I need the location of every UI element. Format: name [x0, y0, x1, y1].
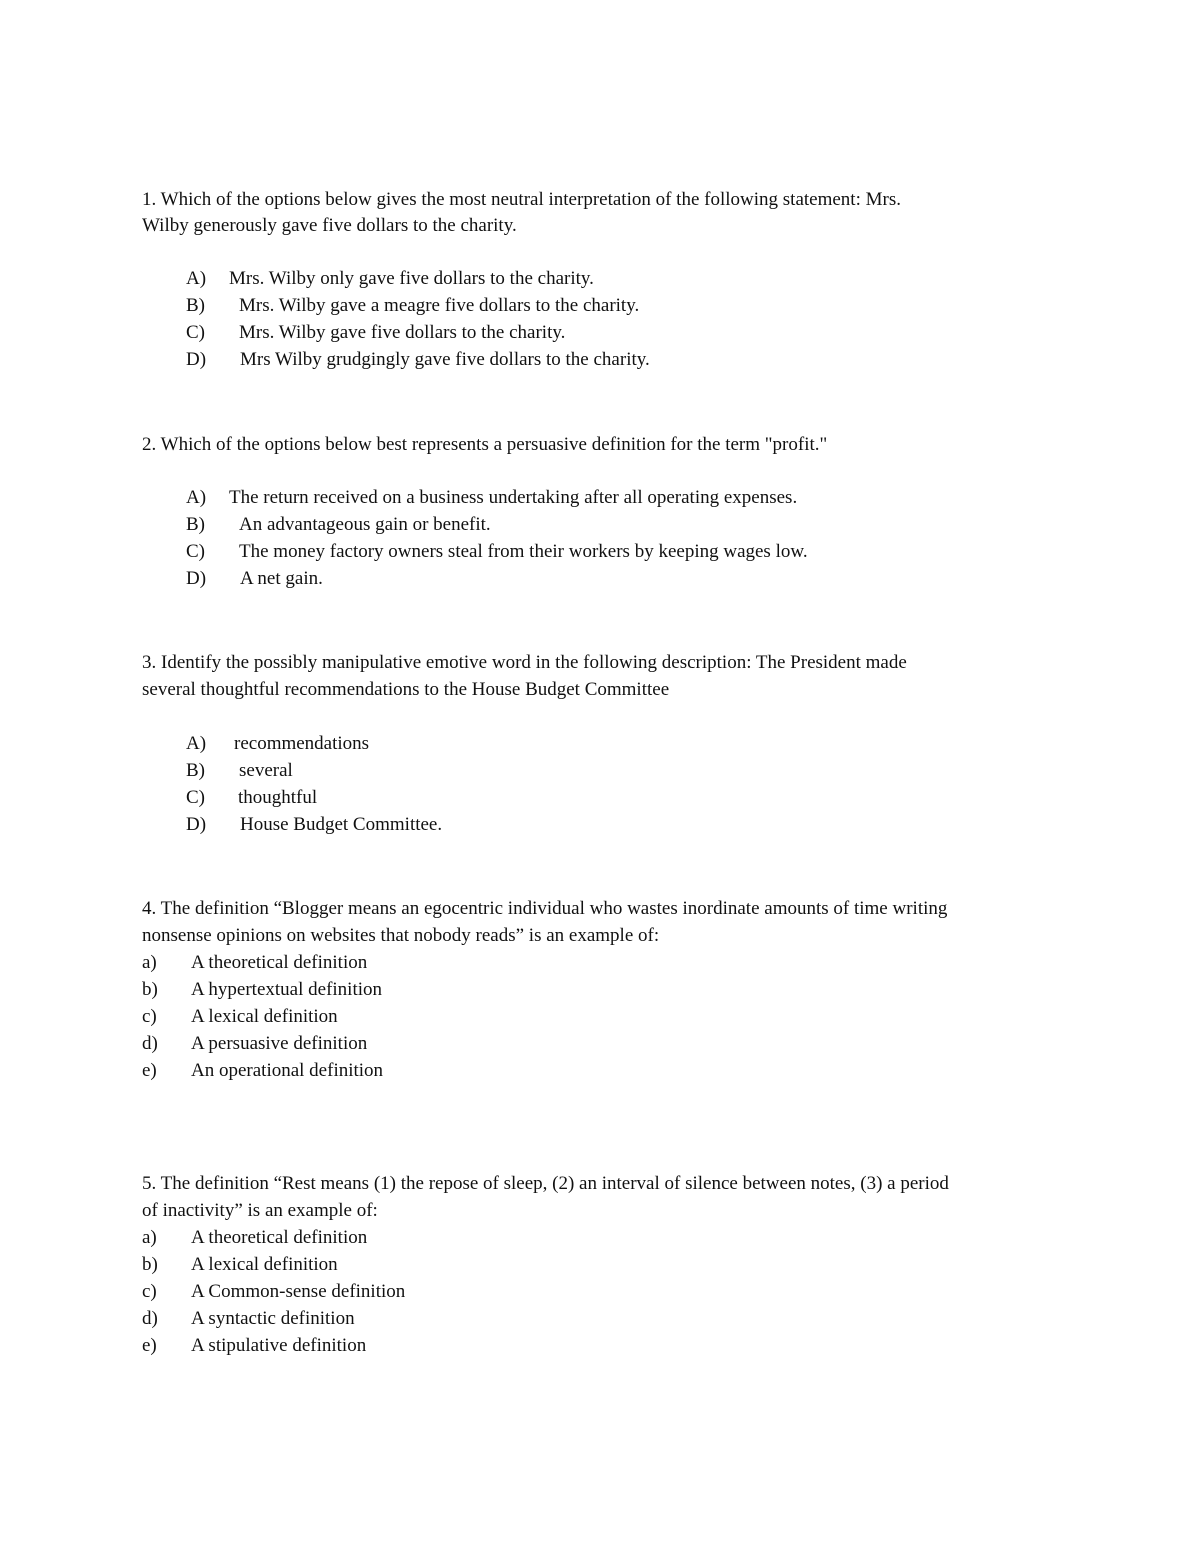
option-text: Mrs. Wilby gave five dollars to the charity.	[239, 322, 566, 343]
question-3-stem-line-2: several thoughtful recommendations to the House Budget Committee	[142, 679, 670, 700]
option-text: Mrs. Wilby gave a meagre five dollars to the charity.	[239, 295, 640, 316]
question-1-stem-line-1: 1. Which of the options below gives the most neutral interpretation of the following statement: Mrs.	[142, 189, 901, 210]
option-text: The money factory owners steal from their workers by keeping wages low.	[239, 541, 808, 562]
option-text: several	[239, 760, 293, 781]
option-letter: B)	[186, 514, 205, 535]
question-4-stem-line-1: 4. The definition “Blogger means an egocentric individual who wastes inordinate amounts of time writing	[142, 898, 948, 919]
option-letter: D)	[186, 349, 207, 370]
option-text: Mrs Wilby grudgingly gave five dollars to the charity.	[240, 349, 650, 370]
option-text: A lexical definition	[191, 1254, 338, 1275]
option-letter: C)	[186, 787, 205, 808]
option-letter: C)	[186, 541, 205, 562]
option-text: An advantageous gain or benefit.	[239, 514, 491, 535]
option-letter: a)	[142, 952, 157, 973]
option-text: A hypertextual definition	[191, 979, 383, 1000]
option-text: A theoretical definition	[191, 1227, 368, 1248]
option-letter: c)	[142, 1281, 157, 1302]
option-letter: A)	[186, 487, 207, 508]
option-letter: D)	[186, 814, 207, 835]
option-text: thoughtful	[238, 787, 318, 808]
option-letter: a)	[142, 1227, 157, 1248]
option-text: House Budget Committee.	[240, 814, 443, 835]
question-3-stem-line-1: 3. Identify the possibly manipulative emotive word in the following description: The President made	[142, 652, 907, 673]
option-letter: d)	[142, 1308, 158, 1329]
option-text: A Common-sense definition	[191, 1281, 406, 1302]
option-text: The return received on a business undertaking after all operating expenses.	[229, 487, 798, 508]
option-text: An operational definition	[191, 1060, 384, 1081]
option-letter: d)	[142, 1033, 158, 1054]
option-letter: b)	[142, 979, 158, 1000]
question-4-stem-line-2: nonsense opinions on websites that nobody reads” is an example of:	[142, 925, 660, 946]
question-5-stem-line-2: of inactivity” is an example of:	[142, 1200, 378, 1221]
option-letter: A)	[186, 733, 207, 754]
option-letter: C)	[186, 322, 205, 343]
option-letter: b)	[142, 1254, 158, 1275]
option-letter: e)	[142, 1060, 157, 1081]
option-letter: D)	[186, 568, 207, 589]
question-2-stem-line-1: 2. Which of the options below best represents a persuasive definition for the term "profit."	[142, 434, 828, 455]
option-text: A net gain.	[240, 568, 323, 589]
option-letter: e)	[142, 1335, 157, 1356]
option-text: A syntactic definition	[191, 1308, 355, 1329]
option-text: A theoretical definition	[191, 952, 368, 973]
option-text: A persuasive definition	[191, 1033, 368, 1054]
option-text: A lexical definition	[191, 1006, 338, 1027]
question-5-stem-line-1: 5. The definition “Rest means (1) the repose of sleep, (2) an interval of silence between notes, (3) a period	[142, 1173, 949, 1194]
option-letter: c)	[142, 1006, 157, 1027]
option-text: Mrs. Wilby only gave five dollars to the charity.	[229, 268, 594, 289]
option-letter: A)	[186, 268, 207, 289]
option-letter: B)	[186, 760, 205, 781]
option-letter: B)	[186, 295, 205, 316]
question-1-stem-line-2: Wilby generously gave five dollars to the charity.	[142, 215, 517, 236]
option-text: recommendations	[234, 733, 370, 754]
option-text: A stipulative definition	[191, 1335, 367, 1356]
